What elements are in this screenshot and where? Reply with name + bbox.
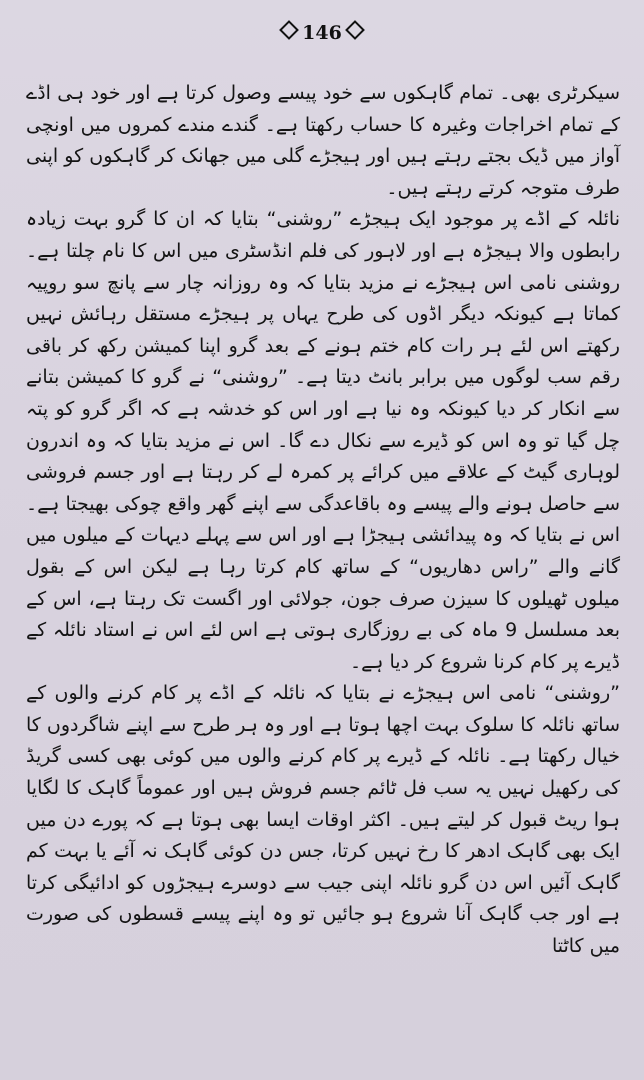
right-diamond-ornament-icon — [345, 20, 365, 40]
left-diamond-ornament-icon — [279, 20, 299, 40]
paragraph-3: ”روشنی“ نامی اس ہیجڑے نے بتایا کہ نائلہ کے اڈے پر کام کرنے والوں کے ساتھ نائلہ کا سلوک بہت اچھا ہوتا ہے اور وہ ہر طرح سے اپنے شاگردوں کا خیال رکھتا ہے۔ نائلہ کے ڈیرے پر کام کرنے والوں میں کوئی بھی کسی گریڈ کی رکھیل نہیں یہ سب فل ٹائم جسم فروش ہیں اور عموماً گاہک کا لگایا ہوا ریٹ قبول کر لیتے ہیں۔ اکثر اوقات ایسا بھی ہوتا ہے کہ پورے دن میں ایک بھی گاہک ادھر کا رخ نہیں کرتا، جس دن کوئی گاہک نہ آئے یا بہت کم گاہک آئیں اس دن گرو نائلہ اپنی جیب سے دوسرے ہیجڑوں کو ادائیگی کرتا ہے اور جب گاہک آنا شروع ہو جائیں تو وہ اپنے پیسے قسطوں کی صورت میں کاٹتا — [26, 682, 620, 958]
page-number-header — [0, 20, 644, 46]
paragraph-2: نائلہ کے اڈے پر موجود ایک ہیجڑے ”روشنی“ بتایا کہ ان کا گرو بہت زیادہ رابطوں والا ہیجڑہ ہے اور لاہور کی فلم انڈسٹری میں اس کا نام چلتا ہے۔ روشنی نامی اس ہیجڑے نے مزید بتایا کہ وہ روزانہ چار سے پانچ سو روپیہ کماتا ہے کیونکہ دیگر اڈوں کی طرح یہاں پر ہیجڑے مستقل رہائش نہیں رکھتے اس لئے ہر رات کام ختم ہونے کے بعد گرو اپنا کمیشن رکھ کر باقی رقم سب لوگوں میں برابر بانٹ دیتا ہے۔ ”روشنی“ نے گرو کا کمیشن بتانے سے انکار کر دیا کیونکہ وہ نیا ہے اور اس کو خدشہ ہے کہ اگر گرو کو پتہ چل گیا تو وہ اس کو ڈیرے سے نکال دے گا۔ اس نے مزید بتایا کہ وہ اندرون لوہاری گیٹ کے علاقے میں کرائے پر کمرہ لے کر رہتا ہے اور جسم فروشی سے حاصل ہونے والے پیسے وہ باقاعدگی سے اپنے گھر واقع چوکی بھیجتا ہے۔ اس نے بتایا کہ وہ پیدائشی ہیجڑا ہے اور اس سے پہلے دیہات کے میلوں میں گانے والے ”راس دھاریوں“ کے ساتھ کام کرتا رہا ہے لیکن اس کے بقول میلوں ٹھیلوں کا سیزن صرف جون، جولائی اور اگست تک رہتا ہے، اس کے بعد مسلسل 9 ماہ کی بے روزگاری ہوتی ہے اس لئے اس نے استاد نائلہ کے ڈیرے پر کام کرنا شروع کر دیا ہے۔ — [26, 208, 620, 673]
page-number: 146 — [302, 22, 342, 44]
paragraph-1: سیکرٹری بھی۔ تمام گاہکوں سے خود پیسے وصول کرتا ہے اور خود ہی اڈے کے تمام اخراجات وغیرہ کا حساب رکھتا ہے۔ گندے مندے کمروں میں اونچی آواز میں ڈیک بجتے رہتے ہیں اور ہیجڑے گلی میں جھانک کر گاہکوں کو اپنی طرف متوجہ کرتے رہتے ہیں۔ — [26, 82, 620, 199]
body-text — [26, 78, 620, 963]
